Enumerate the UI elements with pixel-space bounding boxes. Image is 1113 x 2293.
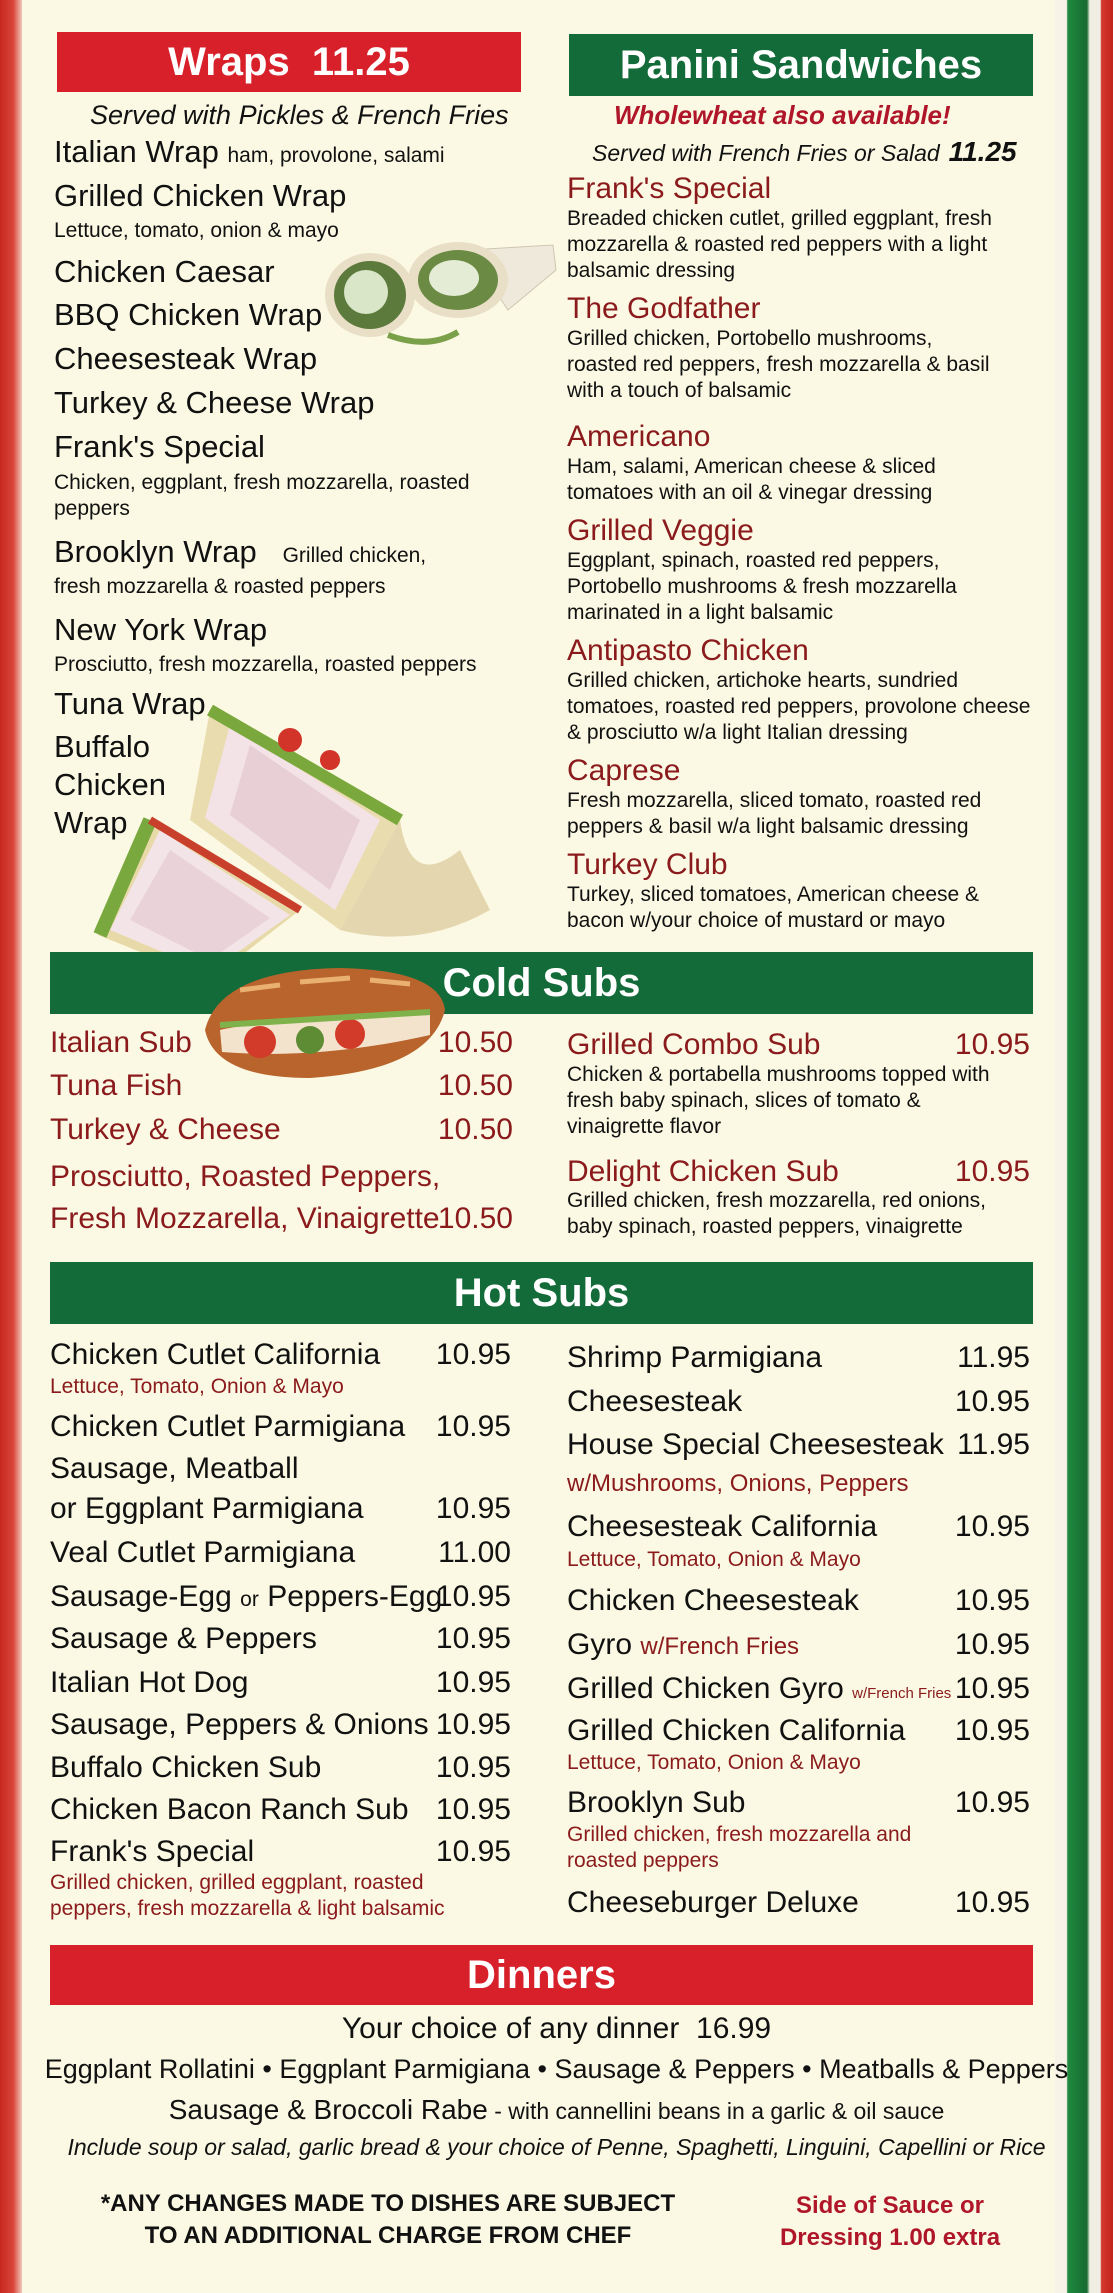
panini-item: The Godfather Grilled chicken, Portobello mushrooms, roasted red peppers, fresh mozzarella & basil with a touch of balsamic (567, 292, 990, 402)
wrap-item: Turkey & Cheese Wrap (54, 385, 375, 420)
cold-sub-item: Tuna Fish (50, 1069, 183, 1102)
panini-wholewheat-note: Wholewheat also available! (614, 100, 951, 130)
cold-subs-header: Cold Subs (50, 952, 1033, 1014)
hot-sub-item: Shrimp Parmigiana (567, 1341, 823, 1374)
panini-item: Frank's Special Breaded chicken cutlet, grilled eggplant, fresh mozzarella & roasted red peppers with a light balsamic dressing (567, 172, 992, 282)
cold-sub-item: Delight Chicken Sub (567, 1155, 839, 1188)
dinners-header: Dinners (50, 1945, 1033, 2005)
hot-sub-price: 10.95 (954, 1714, 1030, 1747)
cold-sub-price: 10.50 (437, 1113, 513, 1146)
cold-sub-price: 10.50 (437, 1026, 513, 1059)
hot-sub-item: or Eggplant Parmigiana (50, 1492, 364, 1525)
wrap-item: Grilled Chicken Wrap (54, 178, 347, 213)
hot-sub-price: 10.95 (954, 1385, 1030, 1418)
hot-sub-item: Buffalo Chicken Sub (50, 1751, 322, 1784)
hot-sub-item: Chicken Cutlet California (50, 1338, 381, 1371)
hot-sub-price: 10.95 (954, 1628, 1030, 1661)
hot-sub-price: 10.95 (435, 1835, 511, 1868)
hot-sub-price: 10.95 (954, 1672, 1030, 1705)
hot-sub-item: Grilled Chicken California (567, 1714, 906, 1747)
hot-sub-item: Cheeseburger Deluxe (567, 1886, 859, 1919)
hot-sub-item: Brooklyn Sub (567, 1786, 746, 1819)
hot-sub-desc: Grilled chicken, fresh mozzarella and roasted peppers (567, 1823, 912, 1872)
hot-sub-item: Frank's Special (50, 1835, 255, 1868)
hot-sub-price: 11.00 (438, 1536, 511, 1569)
right-tricolor-stripe (1055, 0, 1113, 2293)
changes-notice: *ANY CHANGES MADE TO DISHES ARE SUBJECT TO AN ADDITIONAL CHARGE FROM CHEF (100, 2190, 676, 2249)
panini-item: Caprese Fresh mozzarella, sliced tomato, roasted red peppers & basil w/a light balsamic dressing (567, 754, 982, 838)
cold-sub-price: 10.95 (954, 1028, 1030, 1061)
wrap-item: Tuna Wrap (54, 686, 206, 721)
cold-sub-item: Italian Sub (50, 1026, 192, 1059)
cold-sub-price: 10.95 (954, 1155, 1030, 1188)
sub-sandwich-photo (200, 960, 450, 1085)
hot-sub-price: 10.95 (435, 1708, 511, 1741)
wrap-item: Frank's Special (54, 429, 265, 464)
cold-sub-price: 10.50 (437, 1069, 513, 1102)
wraps-served-note: Served with Pickles & French Fries (90, 100, 509, 130)
hot-sub-item: Gyro w/French Fries (567, 1628, 800, 1661)
hot-sub-price: 10.95 (954, 1886, 1030, 1919)
hot-sub-price: 10.95 (435, 1751, 511, 1784)
wrap-item-desc: Chicken, eggplant, fresh mozzarella, roasted peppers (54, 471, 470, 520)
cold-sub-item: Prosciutto, Roasted Peppers, (50, 1160, 441, 1193)
panini-header: Panini Sandwiches (569, 34, 1033, 96)
hot-sub-price: 10.95 (435, 1492, 511, 1525)
hot-sub-desc: Grilled chicken, grilled eggplant, roasted peppers, fresh mozzarella & light balsamic (50, 1871, 445, 1920)
hot-sub-item: Veal Cutlet Parmigiana (50, 1536, 356, 1569)
hot-sub-desc: Lettuce, Tomato, Onion & Mayo (567, 1548, 861, 1571)
hot-sub-price: 11.95 (957, 1341, 1030, 1374)
hot-sub-price: 10.95 (435, 1666, 511, 1699)
wrap-item: BBQ Chicken Wrap (54, 297, 323, 332)
hot-subs-header: Hot Subs (50, 1262, 1033, 1324)
hot-sub-item: Sausage, Peppers & Onions (50, 1708, 429, 1741)
cold-sub-desc: Grilled chicken, fresh mozzarella, red onions, baby spinach, roasted peppers, vinaigrette (567, 1189, 987, 1238)
panini-item: Antipasto Chicken Grilled chicken, artichoke hearts, sundried tomatoes, roasted red peppers, provolone cheese & prosciutto w/a light Italian dressing (567, 634, 1031, 744)
wrap-item: Cheesesteak Wrap (54, 341, 318, 376)
hot-sub-price: 10.95 (435, 1410, 511, 1443)
hot-sub-item: Sausage, Meatball (50, 1452, 299, 1485)
dinners-choice: Your choice of any dinner 16.99 (341, 2012, 772, 2045)
wrap-item: Buffalo Chicken Wrap (54, 729, 166, 840)
hot-sub-price: 10.95 (435, 1580, 511, 1613)
hot-sub-item: Sausage & Peppers (50, 1622, 317, 1655)
hot-sub-price: 10.95 (954, 1510, 1030, 1543)
cold-sub-desc: Chicken & portabella mushrooms topped with fresh baby spinach, slices of tomato & vinaigrette flavor (567, 1063, 990, 1138)
hot-sub-price: 10.95 (435, 1338, 511, 1371)
cold-sub-item: Grilled Combo Sub (567, 1028, 821, 1061)
side-sauce-note: Side of Sauce or Dressing 1.00 extra (779, 2192, 1001, 2251)
hot-sub-price: 11.95 (957, 1428, 1030, 1461)
hot-sub-price: 10.95 (954, 1584, 1030, 1617)
panini-item: Americano Ham, salami, American cheese & sliced tomatoes with an oil & vinegar dressing (567, 420, 936, 504)
cold-sub-item: Fresh Mozzarella, Vinaigrette (50, 1202, 440, 1235)
panini-item: Turkey Club Turkey, sliced tomatoes, American cheese & bacon w/your choice of mustard or mayo (567, 848, 980, 932)
wrap-item: Chicken Caesar (54, 254, 275, 289)
wrap-photo-small (318, 240, 563, 360)
hot-sub-item: Chicken Cheesesteak (567, 1584, 859, 1617)
hot-sub-item: Grilled Chicken Gyro w/French Fries (567, 1672, 952, 1705)
hot-sub-item: House Special Cheesesteak (567, 1428, 944, 1461)
hot-sub-item: Chicken Cutlet Parmigiana (50, 1410, 406, 1443)
dinners-broccoli-rabe: Sausage & Broccoli Rabe - with cannellini beans in a garlic & oil sauce (168, 2094, 945, 2125)
dinners-includes-note: Include soup or salad, garlic bread & your choice of Penne, Spaghetti, Linguini, Capellini or Rice (67, 2134, 1046, 2160)
hot-sub-desc: Lettuce, Tomato, Onion & Mayo (50, 1375, 344, 1398)
wrap-item-desc: fresh mozzarella & roasted peppers (54, 575, 386, 598)
left-red-stripe (0, 0, 22, 2293)
cold-sub-item: Turkey & Cheese (50, 1113, 281, 1146)
hot-sub-item: Cheesesteak (567, 1385, 743, 1418)
wrap-item: New York Wrap (54, 612, 268, 647)
cold-sub-price: 10.50 (437, 1202, 513, 1235)
wrap-item: Brooklyn Wrap Grilled chicken, (54, 534, 427, 569)
panini-item: Grilled Veggie Eggplant, spinach, roasted red peppers, Portobello mushrooms & fresh mozzarella marinated in a light balsamic (567, 514, 957, 624)
hot-sub-item: Italian Hot Dog (50, 1666, 249, 1699)
wrap-item: Italian Wrap ham, provolone, salami (54, 134, 445, 169)
hot-sub-desc: w/Mushrooms, Onions, Peppers (567, 1470, 909, 1497)
panini-served-note: Served with French Fries or Salad 11.25 (592, 136, 1017, 167)
wrap-item-desc: Lettuce, tomato, onion & mayo (54, 219, 339, 242)
hot-sub-item: Chicken Bacon Ranch Sub (50, 1793, 409, 1826)
wrap-item-desc: Prosciutto, fresh mozzarella, roasted peppers (54, 653, 477, 676)
dinners-list: Eggplant Rollatini • Eggplant Parmigiana • Sausage & Peppers • Meatballs & Peppers (44, 2054, 1069, 2084)
wraps-header: Wraps 11.25 (57, 32, 521, 92)
hot-sub-item: Cheesesteak California (567, 1510, 878, 1543)
hot-sub-price: 10.95 (954, 1786, 1030, 1819)
hot-sub-price: 10.95 (435, 1622, 511, 1655)
hot-sub-price: 10.95 (435, 1793, 511, 1826)
hot-sub-item: Sausage-Egg or Peppers-Egg (50, 1580, 443, 1613)
hot-sub-desc: Lettuce, Tomato, Onion & Mayo (567, 1751, 861, 1774)
